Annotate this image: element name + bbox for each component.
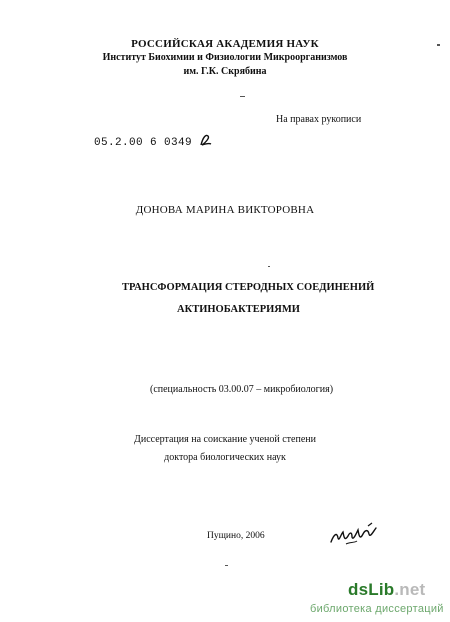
watermark-logo-tld: .net [394, 580, 426, 599]
place-and-year: Пущино, 2006 [207, 531, 265, 541]
degree-line2: доктора биологических наук [164, 452, 286, 463]
author-name: ДОНОВА МАРИНА ВИКТОРОВНА [135, 204, 315, 216]
scan-speck [240, 96, 245, 97]
signature-icon [328, 520, 382, 550]
dissertation-title-line2: АКТИНОБАКТЕРИЯМИ [177, 304, 300, 315]
watermark-subtitle: библиотека диссертаций [310, 603, 444, 615]
scan-speck [268, 266, 270, 267]
specialty: (специальность 03.00.07 – микробиология) [150, 384, 334, 395]
institute-name: Институт Биохимии и Физиологии Микроорганизмов [102, 52, 348, 63]
institute-named-after: им. Г.К. Скрябина [183, 66, 267, 77]
scan-speck [437, 44, 440, 46]
scan-speck [225, 565, 228, 566]
manuscript-rights-note: На правах рукописи [276, 114, 362, 125]
watermark-logo [348, 580, 425, 600]
dissertation-title-line1: ТРАНСФОРМАЦИЯ СТЕРОДНЫХ СОЕДИНЕНИЙ [122, 282, 375, 293]
registration-stamp [94, 133, 213, 149]
watermark-logo-main: dsLib [348, 580, 395, 599]
handwritten-mark-icon [199, 133, 213, 147]
registration-code: 05.2.00 6 0349 [94, 137, 193, 149]
degree-line1: Диссертация на соискание ученой степени [134, 434, 316, 445]
academy-name: РОССИЙСКАЯ АКАДЕМИЯ НАУК [131, 38, 319, 50]
